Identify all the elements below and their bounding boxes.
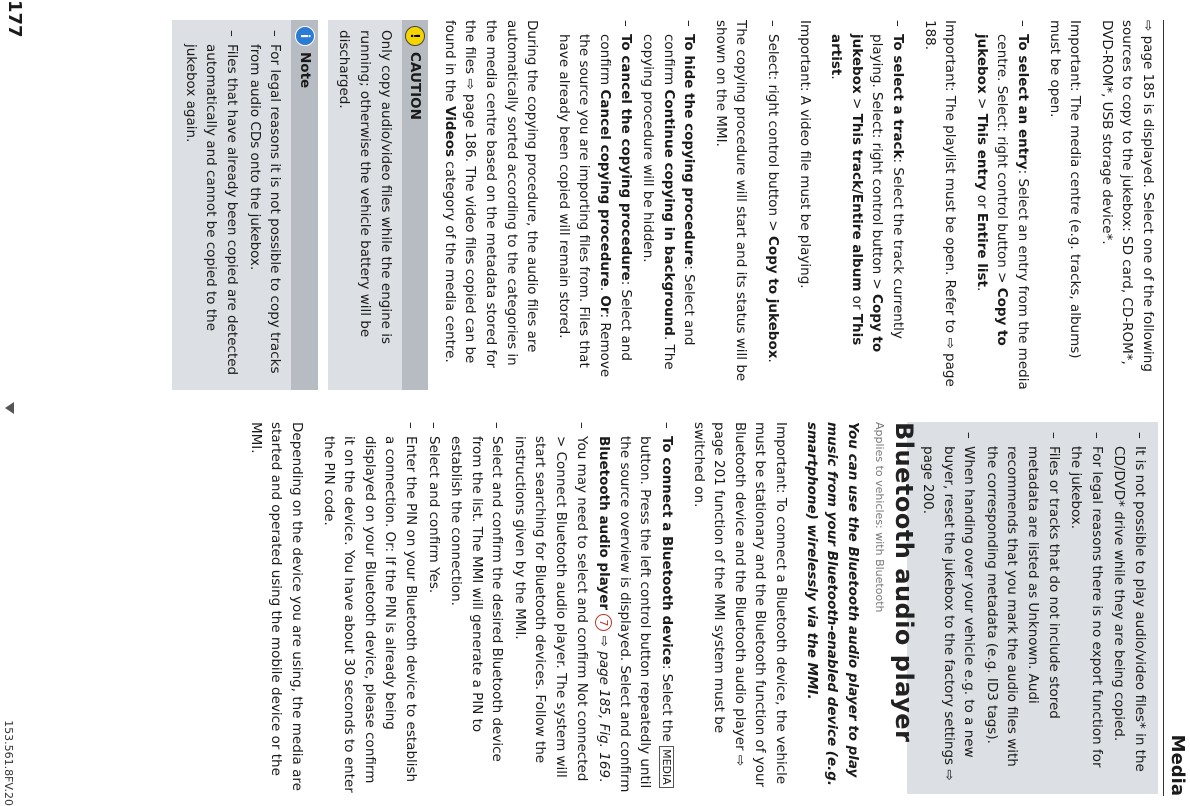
cancel-label: To cancel the copying procedure [617, 34, 634, 281]
entry-copy: Copy to jukebox [973, 34, 1011, 346]
bt-audio-player: Bluetooth audio player [596, 436, 613, 611]
right-column [234, 422, 928, 794]
track-or: or [848, 291, 865, 314]
list-item: – For legal reasons it is not possible to copy tracks from audio CDs onto the jukebox. [244, 30, 285, 380]
list-item: – Select: right control button > Copy to jukebox. [763, 20, 784, 390]
during-end: category of the media centre. [441, 157, 458, 363]
continue-arrow-icon [5, 402, 14, 414]
list-item: – Files or tracks that do not include stored metadata are listed as Unknown. Audi recommends that you mark the audio files with the corresponding metadata (e.g. ID3 tags). [981, 432, 1063, 784]
entry-list [971, 20, 1033, 390]
track-label: To select a track [890, 34, 907, 159]
connect-a: : Select the [659, 664, 676, 747]
para-important-playlist: Important: The playlist must be open. Refer to ⇨ page 188. [921, 20, 959, 387]
para-bt-important: Important: To connect a Bluetooth device, the vehicle must be stationary and the Bluetooth function of your Bluetooth device and the Bluetooth audio player ⇨ page 201 function of the MMI system must be switched on. [690, 422, 790, 788]
note-header [291, 20, 318, 390]
note-list [180, 30, 285, 380]
video-list [763, 20, 784, 390]
connect-label: To connect a Bluetooth device [659, 436, 676, 665]
caution-label: CAUTION [407, 52, 424, 120]
list-item: – Files that have already been copied are detected automatically and cannot be copied to the jukebox again. [180, 30, 242, 380]
entry-sep: > [973, 93, 990, 114]
cancel-b: Cancel copying procedure [596, 89, 613, 287]
media-button-label: MEDIA [659, 746, 674, 788]
hide-a: : Select and confirm [660, 34, 698, 346]
entry-this: This entry [973, 113, 990, 191]
entry-list-all: Entire list [973, 212, 990, 288]
select-copy-bold: Copy to jukebox [765, 236, 782, 359]
figure-callout: 7 [595, 614, 612, 631]
list-item: – Select and confirm Yes. [423, 422, 444, 794]
note-box [172, 20, 318, 390]
applies-to: Applies to vehicles: with Bluetooth [873, 422, 887, 613]
cancel-a: : Select and confirm [596, 34, 634, 361]
list-item: – It is not possible to play audio/video files* in the CD/DVD* drive while they are being copied. [1109, 432, 1150, 784]
list-item: – When handing over your vehicle e.g. to a new buyer, reset the jukebox to the factory settings ⇨ page 200. [917, 432, 979, 784]
list-item [638, 20, 700, 390]
para-status: The copying procedure will start and its status will be shown on the MMI. [712, 20, 750, 382]
track-sep: > [848, 93, 865, 114]
bluetooth-heading: Bluetooth audio player [890, 422, 918, 743]
fig-ref: ⇨ page 185, Fig. 169 [596, 635, 613, 779]
entry-text: : Select an entry from the media centre. Select: right control button > [994, 34, 1032, 390]
list-item [553, 20, 635, 390]
para-important-video: Important: A video file must be playing. [796, 20, 813, 289]
para-copy-sources: ⇨ page 185 is displayed. Select one of the following sources to copy to the jukebox: SD card, CD-ROM*, DVD-ROM*, USB storage device*. [1098, 20, 1156, 372]
hide-cancel-list [553, 20, 699, 390]
cancel-c: . [596, 286, 613, 296]
para-bt-end: Depending on the device you are using, the media are started and operated using the mobile device or the MMI. [247, 422, 305, 791]
track-this: This track/Entire album [848, 113, 865, 292]
para-important-media: Important: The media centre (e.g. tracks, albums) must be open. [1046, 20, 1084, 359]
document-code: 153.561.8FV.20 [2, 720, 15, 806]
header-rule [1163, 20, 1164, 796]
left-column [172, 20, 1158, 390]
list-item: – To select an entry: Select an entry from the media centre. Select: right control button > Copy to jukebox > This entry or Entire list. [971, 20, 1033, 390]
hide-label: To hide the copying procedure [681, 34, 698, 266]
bluetooth-intro: You can use the Bluetooth audio player to play music from your Bluetooth-enabled device (e.g. smartphone) wirelessly via the MMI. [803, 422, 861, 787]
caution-text: Only copy audio/video files while the engine is running; otherwise the vehicle battery will be discharged. [328, 20, 402, 390]
hide-b: Continue copying in background [660, 89, 677, 336]
list-item: – For legal reasons there is no export function for the jukebox. [1066, 432, 1107, 784]
track-text: : Select the track currently playing. Select: right control button > [869, 34, 907, 339]
entry-or: or [973, 190, 990, 213]
list-item: – To connect a Bluetooth device: Select the MEDIA button. Press the left control button repeatedly until the source overview is displayed. Select and confirm Bluetooth audio player 7 ⇨ page 185, Fig. 169. [594, 422, 677, 794]
select-copy-text: Select: right control button > [765, 34, 782, 237]
jukebox-notes [917, 432, 1150, 784]
caution-box [328, 20, 428, 390]
list-item: – To select a track: Select the track currently playing. Select: right control button > Copy to jukebox > This track/Entire album or This artist. [826, 20, 908, 390]
para-during-copy [439, 20, 542, 390]
cancel-d: : Remove the source you are importing files from. Files that have already been copied will remain stored. [555, 34, 613, 378]
info-box [907, 422, 1158, 794]
list-item: – Select and confirm the desired Bluetooth device from the list. The MMI will generate a PIN to establish the connection. [446, 422, 508, 794]
entry-label: To select an entry [1015, 34, 1032, 170]
cancel-or: Or [596, 295, 613, 314]
list-item: – You may need to select and confirm Not connected > Connect Bluetooth audio player. The system will start searching for Bluetooth devices. Follow the instructions given by the MMI. [509, 422, 591, 794]
note-label: Note [296, 52, 313, 89]
page-number: 177 [4, 0, 25, 38]
track-artist: This artist [828, 34, 865, 346]
note-body [172, 20, 291, 390]
videos-label: Videos [441, 106, 458, 157]
info-icon: i [295, 26, 315, 46]
caution-icon: ! [405, 26, 425, 46]
track-list [826, 20, 908, 390]
list-item: – Enter the PIN on your Bluetooth device to establish a connection. Or: If the PIN is already being displayed on your Bluetooth device, please confirm it on the device. You have about 30 seconds to enter the PIN code. [318, 422, 421, 794]
hide-c: . The copying procedure will be hidden. [640, 34, 677, 370]
caution-header [402, 20, 429, 390]
section-title: Media [1167, 734, 1188, 796]
during-text: During the copying procedure, the audio files are automatically sorted according to the categories in the media centre based on the metadata stored for the files ⇨ page 186. The video files copied can be found in the [441, 20, 541, 369]
bt-steps [318, 422, 677, 794]
track-copy: Copy to jukebox [848, 34, 886, 353]
connect-b: button. Press the left control button repeatedly until the source overview is displayed. Select and confirm [616, 436, 654, 793]
